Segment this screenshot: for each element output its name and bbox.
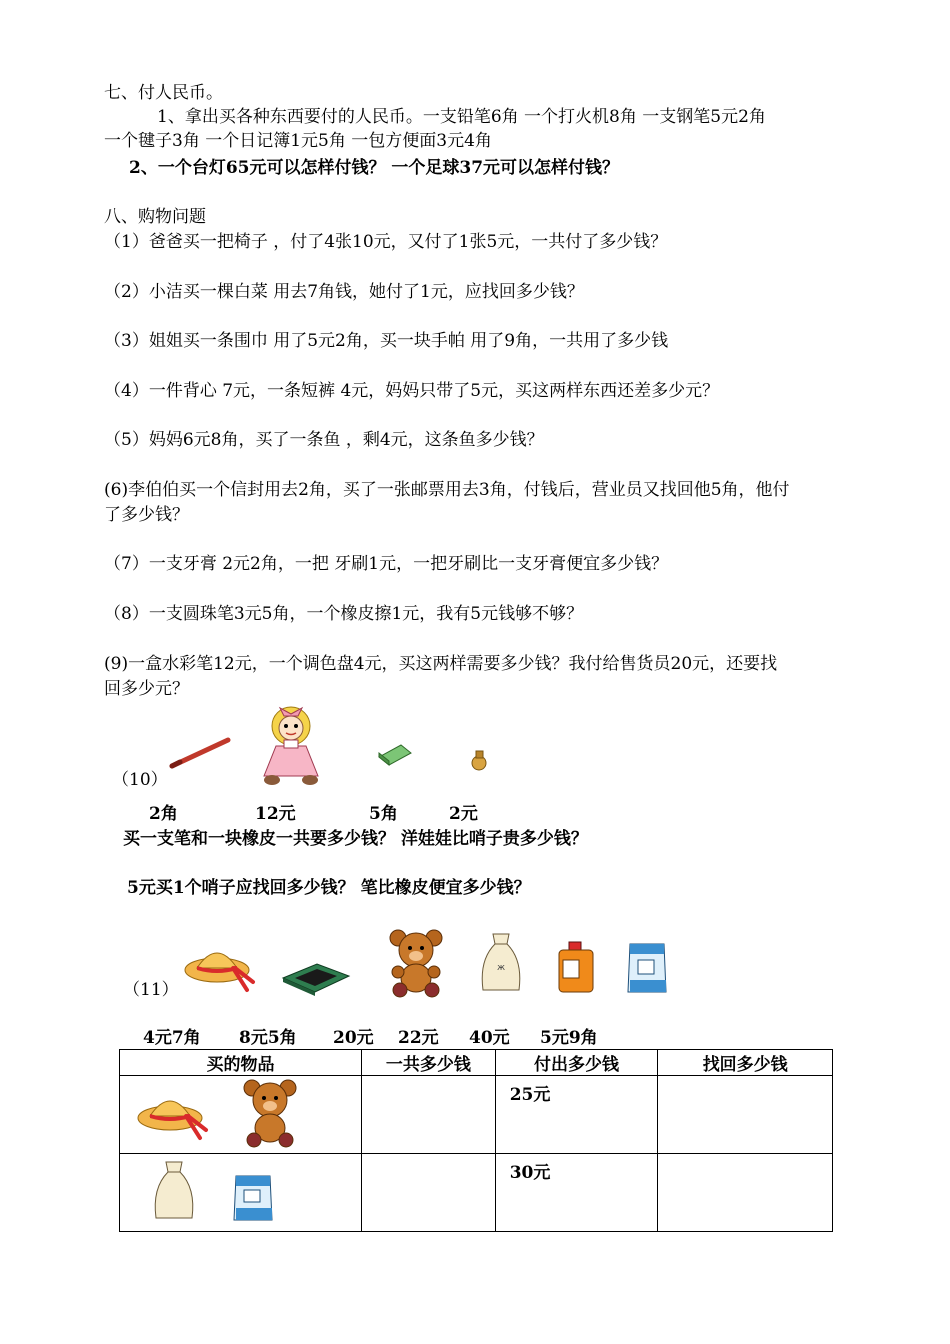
q10-question-1: 买一支笔和一块橡皮一共要多少钱？ 洋娃娃比哨子贵多少钱？ <box>123 829 588 849</box>
section-8-q6-line2: 了多少钱？ <box>104 505 189 525</box>
q11-price-bear: 20元 <box>333 1028 374 1048</box>
header-change: 找回多少钱 <box>658 1050 833 1076</box>
section-7-q2: 2、一个台灯65元可以怎样付钱？ 一个足球37元可以怎样付钱？ <box>129 158 620 178</box>
section-8-q7: （7）一支牙膏 2元2角，一把 牙刷1元，一把牙刷比一支牙膏便宜多少钱？ <box>104 554 669 574</box>
section-8-q3: （3）姐姐买一条围巾 用了5元2角，买一块手帕 用了9角，一共用了多少钱 <box>104 331 669 351</box>
section-8-heading: 八、购物问题 <box>104 207 206 227</box>
row-2-items <box>120 1154 362 1232</box>
q11-price-pencil-box: 8元5角 <box>239 1028 297 1048</box>
table-row <box>120 1076 833 1154</box>
q10-price-pen: 2角 <box>149 804 178 824</box>
section-8-q9-line1: (9)一盒水彩笔12元，一个调色盘4元，买这两样需要多少钱？我付给售货员20元，还要找 <box>104 654 778 674</box>
answer-table <box>119 1049 833 1232</box>
row-1-change-cell[interactable] <box>658 1076 833 1154</box>
eraser-icon <box>375 741 415 769</box>
teddy-bear-icon <box>386 928 446 998</box>
row-1-items <box>120 1076 362 1154</box>
svg-text:ж: ж <box>496 963 506 973</box>
milk-bag-icon <box>624 940 670 996</box>
section-8-q8: （8）一支圆珠笔3元5角，一个橡皮擦1元，我有5元钱够不够？ <box>104 604 584 624</box>
q10-question-2: 5元买1个哨子应找回多少钱？ 笔比橡皮便宜多少钱？ <box>127 878 531 898</box>
row-2-paid: 30元 <box>509 1163 551 1183</box>
section-7-heading: 七、付人民币。 <box>104 83 223 103</box>
row-1-paid: 25元 <box>509 1085 551 1105</box>
teddy-bear-icon <box>244 1080 296 1147</box>
row-2-paid-cell <box>495 1154 658 1232</box>
section-8-q5: （5）妈妈6元8角，买了一条鱼 ，剩4元，这条鱼多少钱？ <box>104 430 544 450</box>
juice-bottle-icon <box>555 940 599 996</box>
table-row <box>120 1154 833 1232</box>
q10-price-whistle: 2元 <box>449 804 478 824</box>
milk-bag-icon <box>234 1176 272 1220</box>
flour-bag-icon <box>155 1162 193 1218</box>
section-7-q1-line2: 一个毽子3角 一个日记簿1元5角 一包方便面3元4角 <box>104 131 492 151</box>
row-2-total-cell[interactable] <box>361 1154 495 1232</box>
q11-price-juice: 40元 <box>469 1028 510 1048</box>
section-8-q4: （4）一件背心 7元，一条短裤 4元，妈妈只带了5元，买这两样东西还差多少元？ <box>104 381 720 401</box>
hat-icon <box>183 942 257 998</box>
header-total: 一共多少钱 <box>361 1050 495 1076</box>
q11-price-flour: 22元 <box>398 1028 439 1048</box>
doll-icon <box>258 700 324 788</box>
row-1-paid-cell <box>495 1076 658 1154</box>
q11-price-milk: 5元9角 <box>540 1028 598 1048</box>
flour-bag-icon <box>477 930 525 996</box>
header-items: 买的物品 <box>120 1050 362 1076</box>
table-header-row <box>120 1050 833 1076</box>
row-2-change-cell[interactable] <box>658 1154 833 1232</box>
section-8-q6-line1: (6)李伯伯买一个信封用去2角，买了一张邮票用去3角，付钱后，营业员又找回他5角，他付 <box>104 480 790 500</box>
pencil-box-icon <box>279 960 353 996</box>
q11-price-hat: 4元7角 <box>143 1028 201 1048</box>
pen-icon <box>166 736 232 770</box>
row-1-total-cell[interactable] <box>361 1076 495 1154</box>
q10-label: （10） <box>112 770 168 790</box>
section-7-q1-line1: 1、拿出买各种东西要付的人民币。一支铅笔6角 一个打火机8角 一支钢笔5元2角 <box>157 107 766 127</box>
q10-price-eraser: 5角 <box>369 804 398 824</box>
hat-icon <box>138 1101 206 1138</box>
whistle-icon <box>468 748 490 774</box>
section-8-q2: （2）小洁买一棵白菜 用去7角钱，她付了1元，应找回多少钱？ <box>104 282 584 302</box>
header-paid: 付出多少钱 <box>495 1050 658 1076</box>
q11-label: （11） <box>123 980 179 1000</box>
section-8-q9-line2: 回多少元？ <box>104 679 189 699</box>
section-8-q1: （1）爸爸买一把椅子 ，付了4张10元，又付了1张5元，一共付了多少钱？ <box>104 232 668 252</box>
q10-price-doll: 12元 <box>255 804 296 824</box>
